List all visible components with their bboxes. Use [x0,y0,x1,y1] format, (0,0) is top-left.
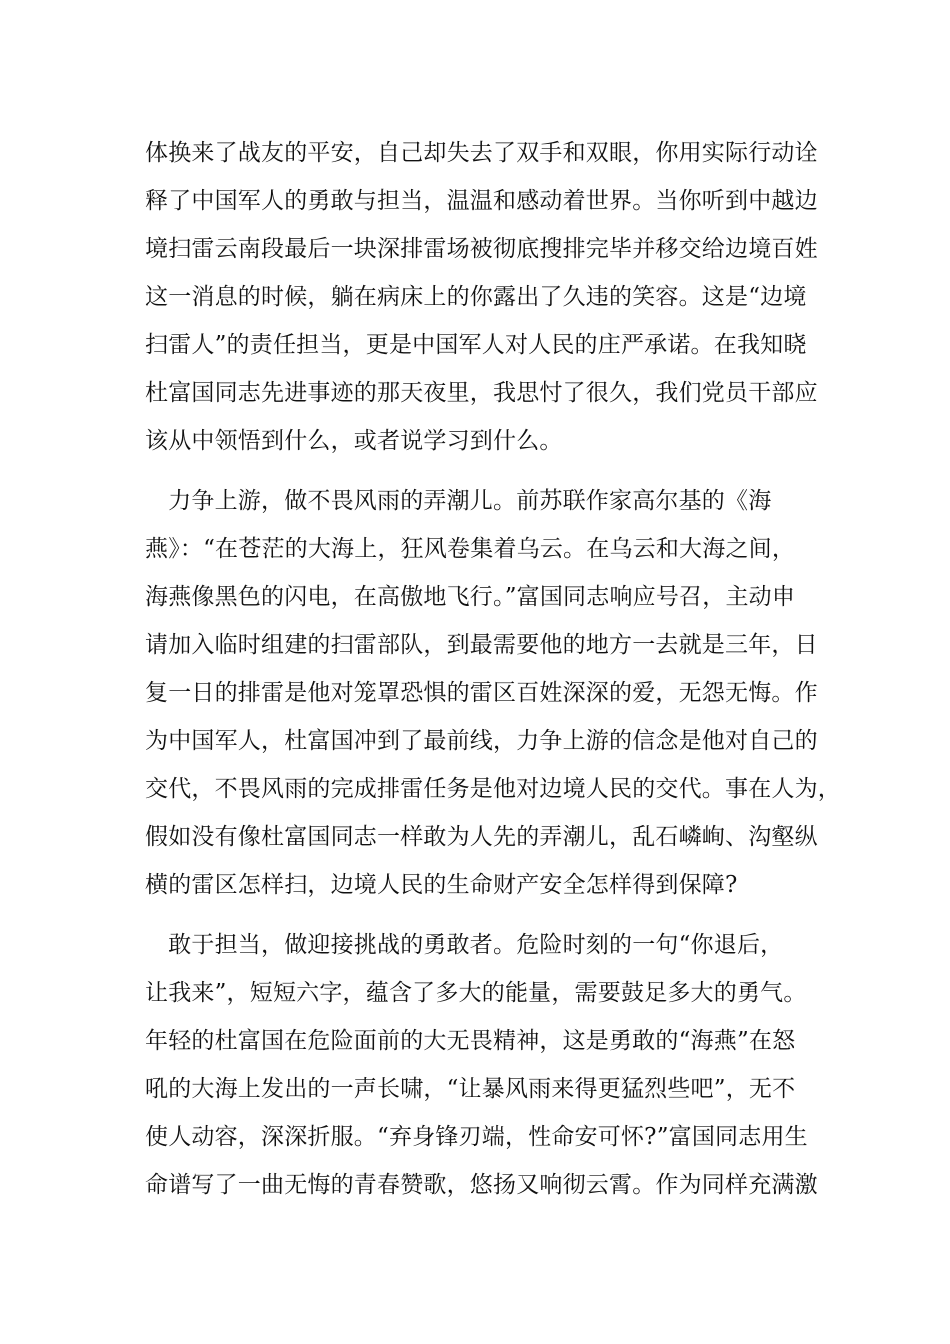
text-line: 横的雷区怎样扫，边境人民的生命财产安全怎样得到保障? [145,872,738,898]
text-line: 杜富国同志先进事迹的那天夜里，我思忖了很久，我们党员干部应 [145,380,818,406]
text-line: 年轻的杜富国在危险面前的大无畏精神，这是勇敢的“海燕”在怒 [145,1028,796,1054]
text-line: 燕》：“在苍茫的大海上，狂风卷集着乌云。在乌云和大海之间， [145,536,796,562]
text-line: 释了中国军人的勇敢与担当，温温和感动着世界。当你听到中越边 [145,188,818,214]
text-line: 复一日的排雷是他对笼罩恐惧的雷区百姓深深的爱，无怨无悔。作 [145,680,818,706]
text-line: 使人动容，深深折服。“弃身锋刃端，性命安可怀?”富国同志用生 [145,1124,808,1150]
text-line: 海燕像黑色的闪电，在高傲地飞行。”富国同志响应号召，主动申 [145,584,796,610]
paragraph-start-line: 敢于担当，做迎接挑战的勇敢者。危险时刻的一句“你退后， [145,932,784,958]
text-line: 该从中领悟到什么，或者说学习到什么。 [145,428,563,454]
text-line: 为中国军人，杜富国冲到了最前线，力争上游的信念是他对自己的 [145,728,818,754]
text-line: 扫雷人”的责任担当，更是中国军人对人民的庄严承诺。在我知晓 [145,332,807,358]
text-line: 境扫雷云南段最后一块深排雷场被彻底搜排完毕并移交给边境百姓 [145,236,818,262]
text-line: 假如没有像杜富国同志一样敢为人先的弄潮儿，乱石嶙峋、沟壑纵 [145,824,818,850]
text-line: 吼的大海上发出的一声长啸，“让暴风雨来得更猛烈些吧”，无不 [145,1076,796,1102]
paragraph-start-line: 力争上游，做不畏风雨的弄潮儿。前苏联作家高尔基的《海 [145,488,772,514]
text-line: 让我来”，短短六字，蕴含了多大的能量，需要鼓足多大的勇气。 [145,980,807,1006]
text-line: 请加入临时组建的扫雷部队，到最需要他的地方一去就是三年，日 [145,632,818,658]
text-line: 这一消息的时候，躺在病床上的你露出了久违的笑容。这是“边境 [145,284,807,310]
text-line: 交代，不畏风雨的完成排雷任务是他对边境人民的交代。事在人为， [145,776,841,802]
text-line: 体换来了战友的平安，自己却失去了双手和双眼，你用实际行动诠 [145,140,818,166]
text-line: 命谱写了一曲无悔的青春赞歌，悠扬又响彻云霄。作为同样充满激 [145,1172,818,1198]
